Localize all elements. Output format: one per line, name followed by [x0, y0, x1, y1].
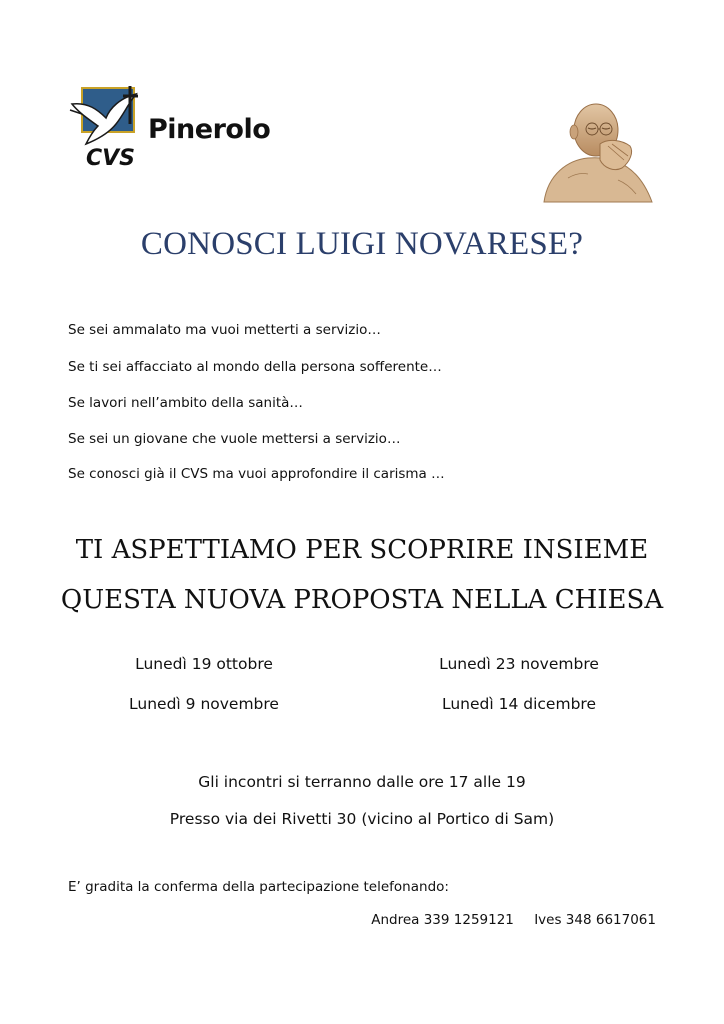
- intro-line: Se sei un giovane che vuole mettersi a servizio…: [68, 431, 401, 447]
- praying-man-portrait-icon: [538, 94, 656, 204]
- intro-line: Se sei ammalato ma vuoi metterti a servizio…: [68, 322, 381, 338]
- meeting-date: Lunedì 14 dicembre: [442, 695, 596, 713]
- intro-line: Se conosci già il CVS ma vuoi approfondire il carisma …: [68, 466, 445, 482]
- confirmation-note: E’ gradita la conferma della partecipazione telefonando:: [68, 879, 449, 895]
- dove-cross-icon: [68, 84, 148, 154]
- page-title: CONOSCI LUIGI NOVARESE?: [140, 226, 584, 262]
- meeting-date: Lunedì 19 ottobre: [135, 655, 273, 673]
- meeting-time: Gli incontri si terranno dalle ore 17 alle 19: [198, 773, 526, 791]
- cvs-logo: [68, 84, 278, 176]
- logo-acronym: CVS: [86, 146, 136, 171]
- contact-list: [371, 912, 656, 928]
- intro-line: Se lavori nell’ambito della sanità…: [68, 395, 303, 411]
- logo-place-name: Pinerolo: [148, 114, 271, 145]
- headline-line-1: TI ASPETTIAMO PER SCOPRIRE INSIEME: [75, 535, 649, 565]
- contact-andrea: Andrea 339 1259121: [371, 912, 514, 928]
- meeting-place: Presso via dei Rivetti 30 (vicino al Portico di Sam): [169, 810, 555, 828]
- contact-ives: Ives 348 6617061: [534, 912, 656, 928]
- meeting-date: Lunedì 23 novembre: [439, 655, 599, 673]
- headline-line-2: QUESTA NUOVA PROPOSTA NELLA CHIESA: [60, 585, 664, 615]
- meeting-date: Lunedì 9 novembre: [129, 695, 279, 713]
- intro-line: Se ti sei affacciato al mondo della persona sofferente…: [68, 359, 442, 375]
